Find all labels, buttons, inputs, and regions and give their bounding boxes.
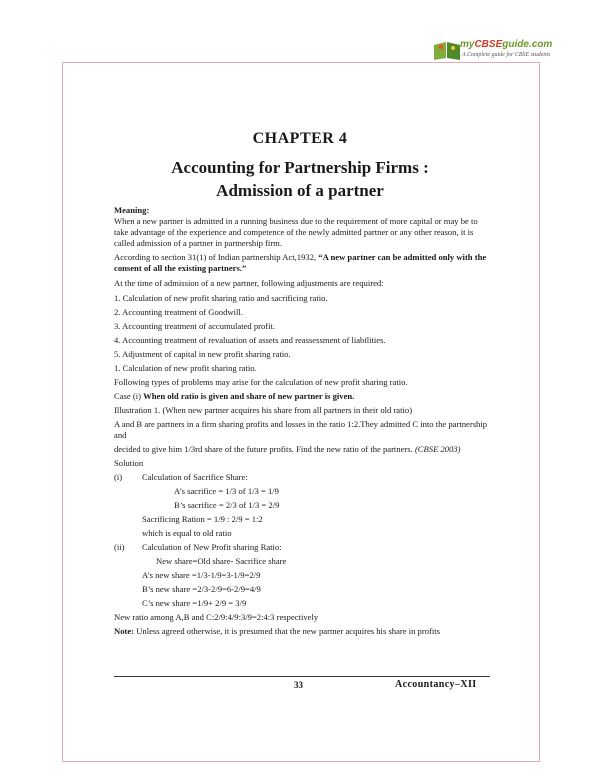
note-line: Note: Unless agreed otherwise, it is presumed that the new partner acquires his share in profits bbox=[114, 626, 440, 636]
step1-heading: (i) Calculation of Sacrifice Share: bbox=[114, 472, 248, 482]
adjustment-item: 4. Accounting treatment of revaluation of assets and reassessment of liabilities. bbox=[114, 335, 386, 345]
chapter-number: CHAPTER 4 bbox=[252, 130, 348, 147]
act-quote: “A new partner can be admitted only with the consent of all the existing partners.” bbox=[114, 252, 487, 273]
chapter-title-line1: Accounting for Partnership Firms : bbox=[171, 158, 429, 177]
book-logo-icon bbox=[432, 39, 462, 61]
question-line2: decided to give him 1/3rd share of the future profits. Find the new ratio of the partners. (CBSE 2003) bbox=[114, 444, 461, 454]
chapter-title-line2: Admission of a partner bbox=[216, 181, 384, 200]
step2-line: New share=Old share- Sacrifice share bbox=[156, 556, 287, 566]
question-reference: (CBSE 2003) bbox=[414, 444, 461, 454]
meaning-paragraph: When a new partner is admitted in a running business due to the requirement of more capital or may be to take advantage of the experience and competence of the newly admitted partner or any other reason, it is called admission of a partner in partnership firm. bbox=[114, 216, 478, 248]
adjustment-item: 3. Accounting treatment of accumulated profit. bbox=[114, 321, 276, 331]
footer-subject: Accountancy–XII bbox=[395, 679, 477, 690]
question-line1: A and B are partners in a firm sharing profits and losses in the ratio 1:2.They admitted C into the partnership and bbox=[114, 419, 488, 440]
step2-heading: (ii) Calculation of New Profit sharing Ratio: bbox=[114, 542, 282, 552]
logo-tagline: A Complete guide for CBSE students bbox=[462, 52, 551, 58]
solution-label: Solution bbox=[114, 458, 144, 468]
footer-rule bbox=[114, 676, 490, 677]
act-paragraph: According to section 31(1) of Indian partnership Act,1932, “A new partner can be admitted only with the consent of all the existing partners.” bbox=[114, 252, 487, 273]
adjustment-item: 2. Accounting treatment of Goodwill. bbox=[114, 307, 243, 317]
case-heading: Case (i) When old ratio is given and share of new partner is given. bbox=[114, 391, 355, 401]
step2-line: B’s new share =2/3-2/9=6-2/9=4/9 bbox=[142, 584, 261, 594]
step2-line: C’s new share =1/9+ 2/9 = 3/9 bbox=[142, 598, 247, 608]
new-ratio-line: New ratio among A,B and C:2/9:4/9:3/9=2:4:3 respectively bbox=[114, 612, 319, 622]
illustration-heading: Illustration 1. (When new partner acquires his share from all partners in their old ratio) bbox=[114, 405, 413, 415]
logo-brand-text: myCBSEguide.com bbox=[460, 39, 553, 50]
calc-heading: 1. Calculation of new profit sharing ratio. bbox=[114, 363, 257, 373]
adjustments-intro: At the time of admission of a new partner, following adjustments are required: bbox=[114, 278, 384, 288]
step2-line: A’s new share =1/3-1/9=3-1/9=2/9 bbox=[142, 570, 261, 580]
step1-ratio: Sacrificing Ration = 1/9 : 2/9 = 1:2 bbox=[142, 514, 263, 524]
site-logo[interactable] bbox=[432, 37, 553, 63]
problems-intro: Following types of problems may arise for the calculation of new profit sharing ratio. bbox=[114, 377, 408, 387]
step1-line: A’s sacrifice = 1/3 of 1/3 = 1/9 bbox=[174, 486, 279, 496]
page-body bbox=[114, 205, 488, 637]
adjustment-item: 1. Calculation of new profit sharing ratio and sacrificing ratio. bbox=[114, 293, 328, 303]
step1-line: B’s sacrifice = 2/3 of 1/3 = 2/9 bbox=[174, 500, 280, 510]
meaning-heading: Meaning: bbox=[114, 205, 150, 215]
page-number: 33 bbox=[294, 680, 303, 690]
step1-note: which is equal to old ratio bbox=[142, 528, 232, 538]
adjustment-item: 5. Adjustment of capital in new profit sharing ratio. bbox=[114, 349, 291, 359]
